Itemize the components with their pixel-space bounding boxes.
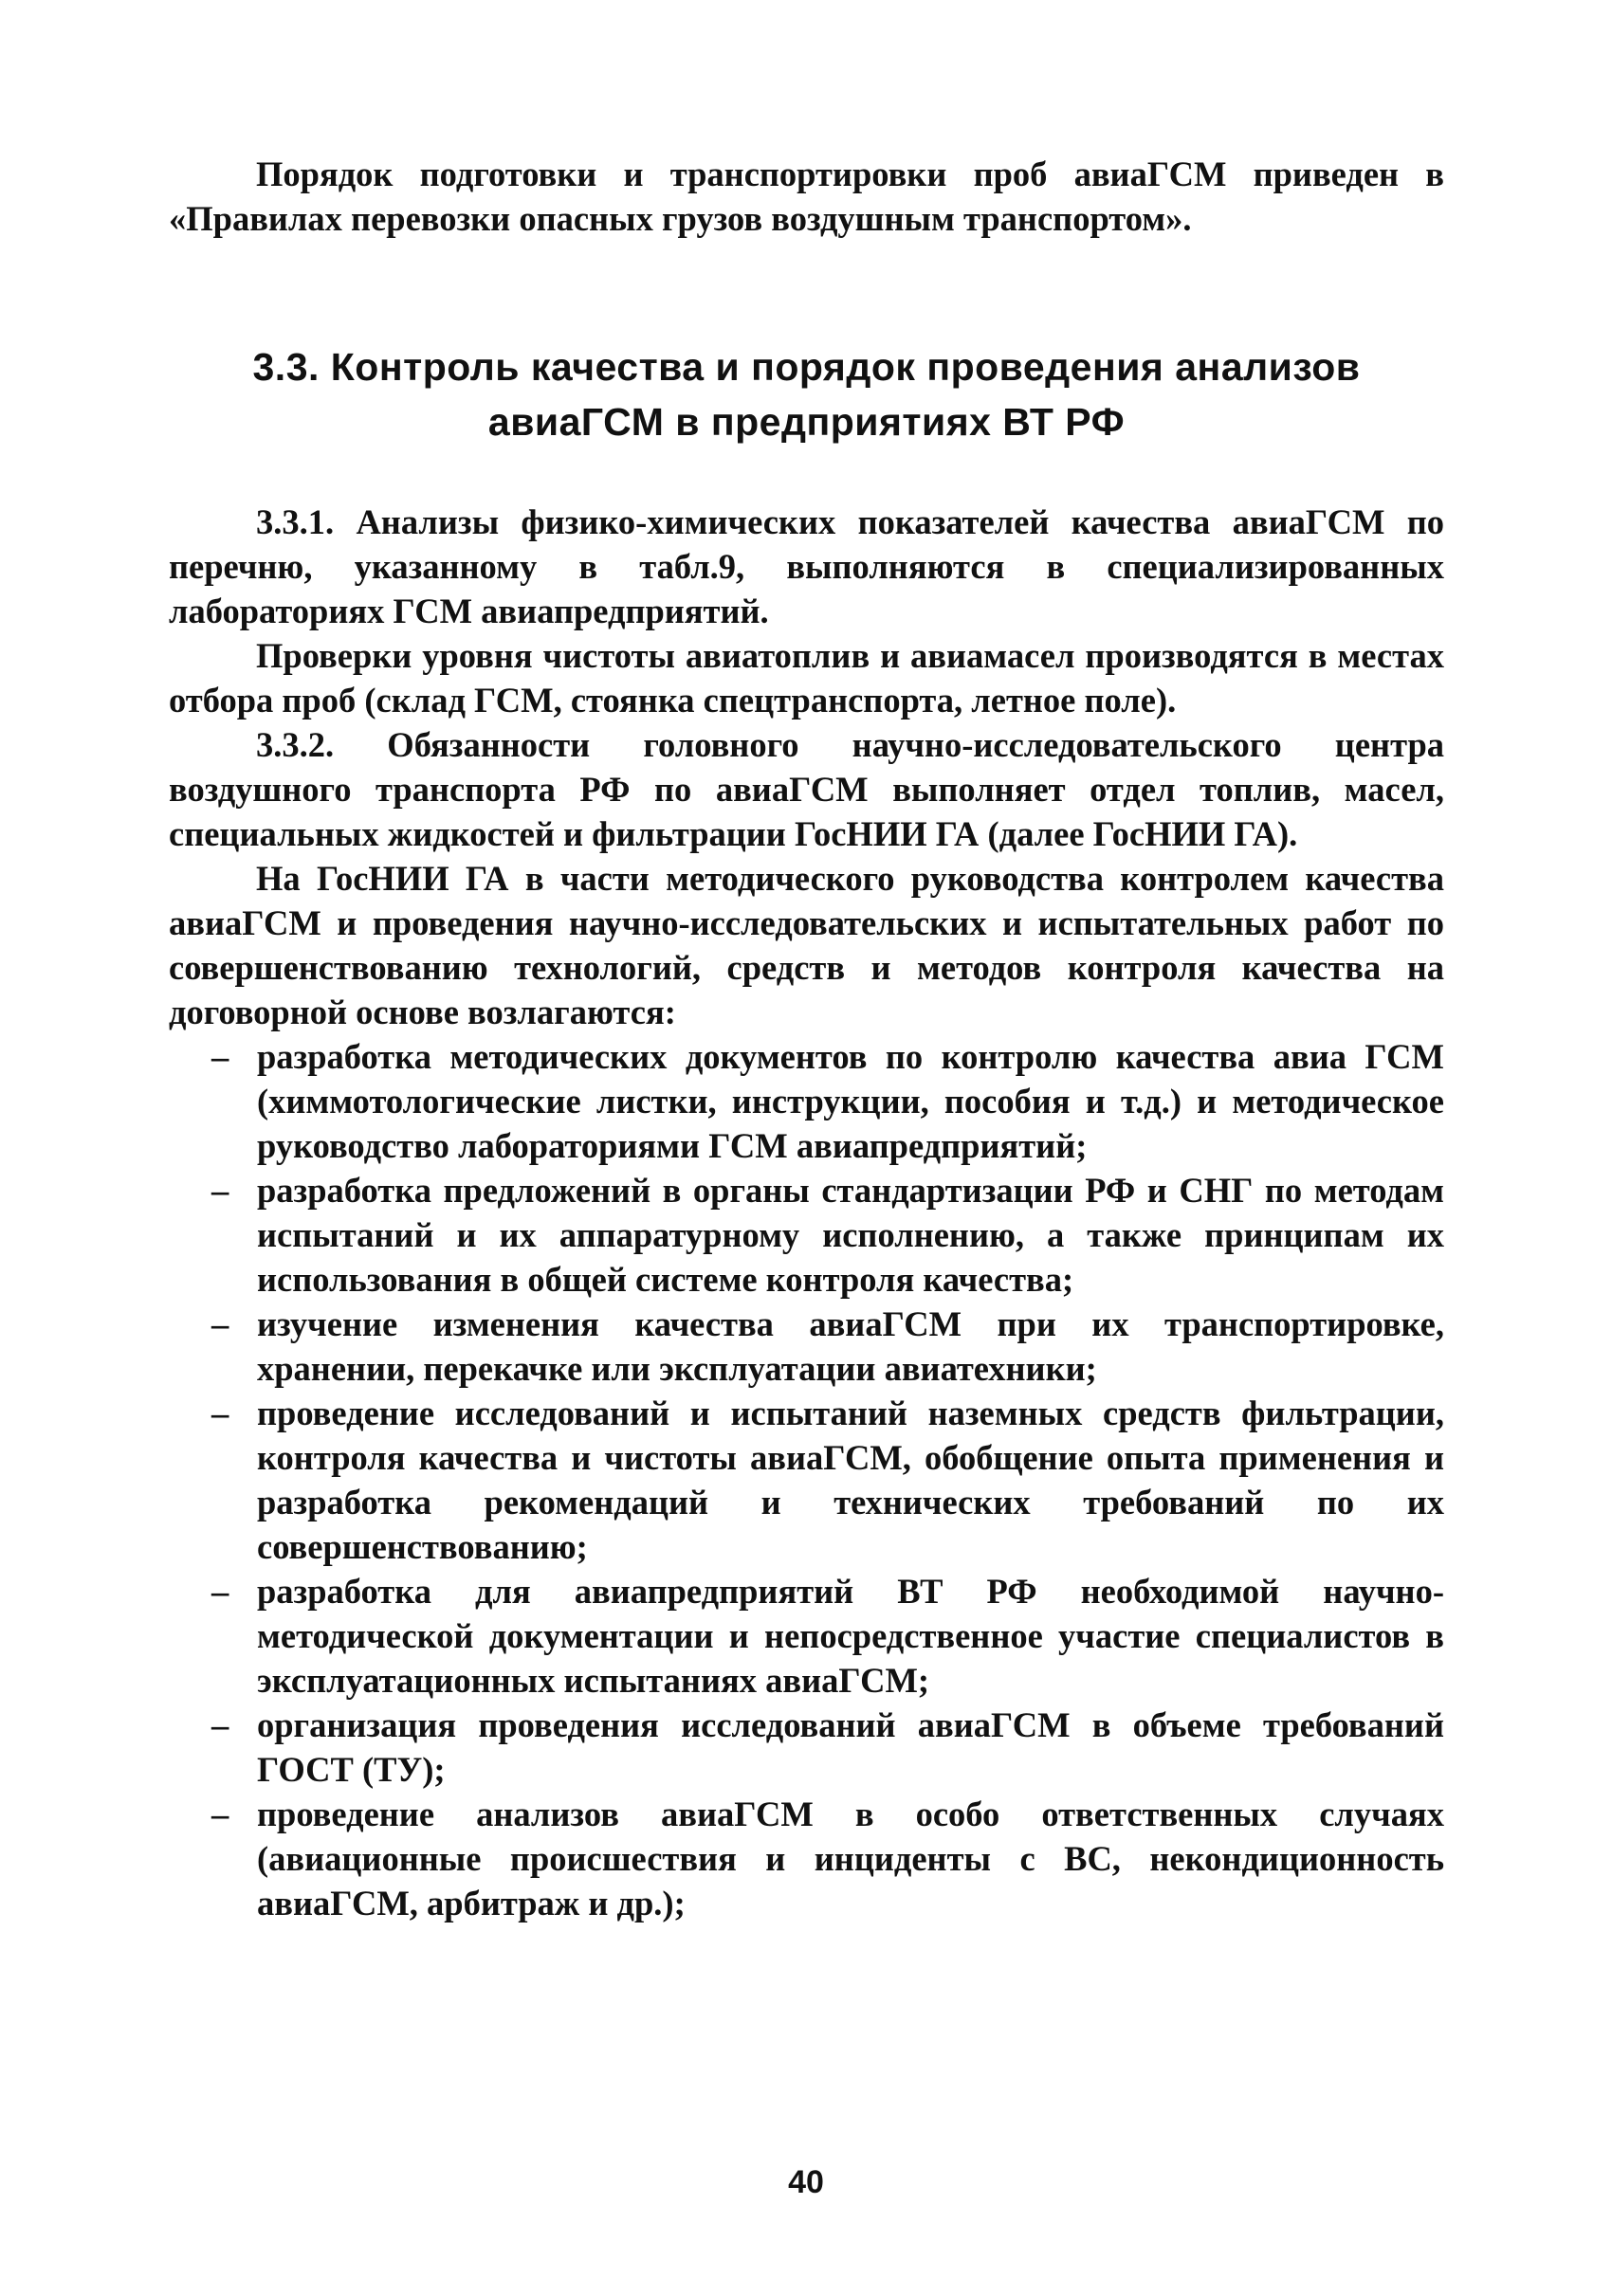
list-dash: – (211, 1394, 229, 1432)
list-dash: – (211, 1304, 229, 1343)
list-item-text: изучение изменения качества авиаГСМ при их транспортировке, хранении, перекачке или эксплуатации авиатехники; (257, 1304, 1444, 1388)
paragraph: 3.3.1. Анализы физико-химических показателей качества авиаГСМ по перечню, указанному в табл.9, выполняются в специализированных лабораториях ГСМ авиапредприятий. (169, 502, 1444, 630)
list-item-text: разработка предложений в органы стандартизации РФ и СНГ по методам испытаний и их аппаратурному исполнению, а также принципам их использования в общей системе контроля качества; (257, 1171, 1444, 1299)
list-item-text: организация проведения исследований авиаГСМ в объеме требований ГОСТ (ТУ); (257, 1705, 1444, 1789)
page-number: 40 (788, 2164, 824, 2200)
list-dash: – (211, 1171, 229, 1210)
list-item (211, 1034, 1444, 1168)
list-item (211, 1168, 1444, 1302)
list-dash: – (211, 1037, 229, 1076)
list-item-text: разработка методических документов по контролю качества авиа ГСМ (химмотологические листки, инструкции, пособия и т.д.) и методическое руководство лабораториями ГСМ авиапредприятий; (257, 1037, 1444, 1165)
list-item-text: проведение исследований и испытаний наземных средств фильтрации, контроля качества и чистоты авиаГСМ, обобщение опыта применения и разработка рекомендаций и технических требований по их совершенствованию; (257, 1394, 1444, 1566)
list-item (211, 1792, 1444, 1925)
list-item-text: проведение анализов авиаГСМ в особо ответственных случаях (авиационные происшествия и инциденты с ВС, некондиционность авиаГСМ, арбитраж и др.); (257, 1795, 1444, 1922)
list-item (211, 1302, 1444, 1391)
list-dash: – (211, 1705, 229, 1744)
list-item-text: разработка для авиапредприятий ВТ РФ необходимой научно-методической документации и непосредственное участие специалистов в эксплуатационных испытаниях авиаГСМ; (257, 1572, 1444, 1700)
list-item (211, 1391, 1444, 1569)
duties-list (169, 1034, 1444, 1925)
section-heading: 3.3. Контроль качества и порядок проведения анализов авиаГСМ в предприятиях ВТ РФ (252, 345, 1361, 444)
paragraph: На ГосНИИ ГА в части методического руководства контролем качества авиаГСМ и проведения научно-исследовательских и испытательных работ по совершенствованию технологий, средств и методов контроля качества на договорной основе возлагаются: (169, 859, 1444, 1031)
paragraph: 3.3.2. Обязанности головного научно-исследовательского центра воздушного транспорта РФ по авиаГСМ выполняет отдел топлив, масел, специальных жидкостей и фильтрации ГосНИИ ГА (далее ГосНИИ ГА). (169, 725, 1444, 853)
paragraph: Проверки уровня чистоты авиатоплив и авиамасел производятся в местах отбора проб (склад ГСМ, стоянка спецтранспорта, летное поле). (169, 636, 1444, 720)
list-dash: – (211, 1572, 229, 1611)
list-item (211, 1703, 1444, 1792)
list-item (211, 1569, 1444, 1703)
intro-block (169, 152, 1444, 241)
list-dash: – (211, 1795, 229, 1833)
section-body (169, 500, 1444, 1925)
intro-paragraph: Порядок подготовки и транспортировки проб авиаГСМ приведен в «Правилах перевозки опасных грузов воздушным транспортом». (169, 155, 1444, 238)
